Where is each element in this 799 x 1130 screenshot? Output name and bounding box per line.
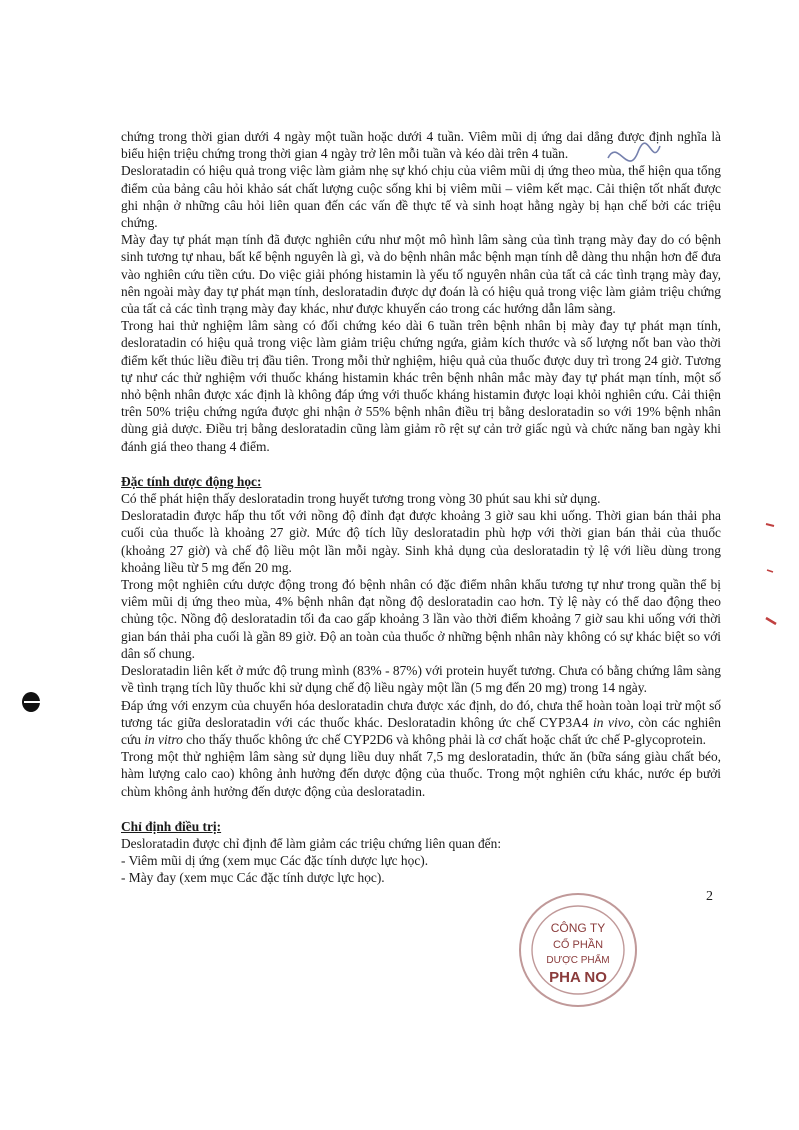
paragraph: Desloratadin liên kết ở mức độ trung mình (83% - 87%) với protein huyết tương. Chưa có bằng chứng lâm sàng về tình trạng tích lũy thuốc khi sử dụng chế độ liều ngày một lần (5 mg đến 20 mg) trong 14 ngày. xyxy=(121,663,721,696)
company-stamp xyxy=(510,888,640,1012)
paragraph: Có thể phát hiện thấy desloratadin trong huyết tương trong vòng 30 phút sau khi sử dụng. xyxy=(121,491,601,507)
document-body xyxy=(121,128,721,887)
italic-term: in vivo xyxy=(593,714,631,730)
paragraph-enzyme xyxy=(121,697,721,749)
scan-edge-marks-icon xyxy=(764,520,778,640)
section-heading-indications: Chỉ định điều trị: xyxy=(121,818,222,834)
paragraph: chứng trong thời gian dưới 4 ngày một tuần hoặc dưới 4 tuần. Viêm mũi dị ứng dai dẳng được định nghĩa là biểu hiện triệu chứng trong thời gian 4 ngày trở lên mỗi tuần và kéo dài trên 4 tuần. xyxy=(121,129,721,162)
text-run: Đáp ứng với enzym của chuyển hóa desloratadin chưa được xác định, do đó, chưa thể hoàn toàn loại trừ một số tương tác giữa desloratadin với các thuốc khác. Desloratadin không ức chế CYP3A4 xyxy=(121,697,721,730)
indication-item: - Viêm mũi dị ứng (xem mục Các đặc tính dược lực học). xyxy=(121,853,429,869)
paragraph: Trong hai thử nghiệm lâm sàng có đối chứng kéo dài 6 tuần trên bệnh nhân bị mày đay tự phát mạn tính, desloratadin có hiệu quả trong việc làm giảm triệu chứng ngứa, giảm kích thước và số lượng nốt ban vào thời điểm kết thúc liều điều trị đầu tiên. Trong mỗi thử nghiệm, hiệu quả của thuốc được duy trì trong 24 giờ. Tương tự như các thử nghiệm với thuốc kháng histamin khác trên bệnh nhân mắc mày đay tự phát mạn tính, một số nhỏ bệnh nhân được xác định là không đáp ứng với thuốc kháng histamin được loại khỏi nghiên cứu. Cải thiện trên 50% triệu chứng ngứa được ghi nhận ở 55% bệnh nhân điều trị bằng desloratadin so với 19% bệnh nhân dùng giả dược. Điều trị bằng desloratadin cũng làm giảm rõ rệt sự cản trở giấc ngủ và chức năng ban ngày khi đánh giá theo thang 4 điểm. xyxy=(121,318,721,454)
text-run: cho thấy thuốc không ức chế CYP2D6 và không phải là cơ chất hoặc chất ức chế P-glycoprotein. xyxy=(182,731,707,747)
section-heading-pharmacokinetics: Đặc tính dược động học: xyxy=(121,473,262,489)
paragraph: Desloratadin được hấp thu tốt với nồng độ đỉnh đạt được khoảng 3 giờ sau khi uống. Thời gian bán thải pha cuối của thuốc là khoảng 27 giờ. Mức độ tích lũy desloratadin phù hợp với thời gian bán thải của thuốc (khoảng 27 giờ) và chế độ liều một lần mỗi ngày. Sinh khả dụng của desloratadin tỷ lệ với liều dùng trong khoảng liều từ 5 mg đến 20 mg. xyxy=(121,508,721,575)
indication-item: - Mày đay (xem mục Các đặc tính dược lực học). xyxy=(121,870,385,886)
paragraph: Trong một thử nghiệm lâm sàng sử dụng liều duy nhất 7,5 mg desloratadin, thức ăn (bữa sáng giàu chất béo, hàm lượng calo cao) không ảnh hưởng đến dược động của thuốc. Trong một nghiên cứu khác, nước ép bưởi chùm không ảnh hưởng đến dược động của desloratadin. xyxy=(121,749,721,799)
handwritten-mark xyxy=(600,128,670,188)
stamp-line: CỔ PHẦN xyxy=(552,939,604,951)
paragraph: Mày đay tự phát mạn tính đã được nghiên cứu như một mô hình lâm sàng của tình trạng mày đay do có bệnh sinh tương tự nhau, bất kể bệnh nguyên là gì, và do bệnh nhân mắc bệnh mạn tính dễ dàng thu nhận hơn để đưa vào nghiên cứu tiền cứu. Do việc giải phóng histamin là yếu tố nguyên nhân của tất cả các tình trạng mày đay, nên ngoài mày đay tự phát mạn tính, desloratadin được dự đoán là có hiệu quả trong việc làm giảm triệu chứng của tất cả các tình trạng mày đay khác, như được khuyến cáo trong các hướng dẫn lâm sàng. xyxy=(121,232,721,317)
binding-hole-icon xyxy=(20,690,42,714)
stamp-line: CÔNG TY xyxy=(550,921,606,935)
paragraph: Trong một nghiên cứu dược động trong đó bệnh nhân có đặc điểm nhân khẩu tương tự như trong quần thể bị viêm mũi dị ứng theo mùa, 4% bệnh nhân đạt nồng độ desloratadin cao hơn. Tỷ lệ này có thể dao động theo chủng tộc. Nồng độ desloratadin tối đa cao gấp khoảng 3 lần vào thời điểm khoảng 7 giờ sau khi uống với thời gian bán thải pha cuối là gần 89 giờ. Độ an toàn của thuốc ở những bệnh nhân này không có sự khác biệt so với dân số chung. xyxy=(121,577,721,661)
page-number: 2 xyxy=(706,889,713,904)
paragraph: Desloratadin có hiệu quả trong việc làm giảm nhẹ sự khó chịu của viêm mũi dị ứng theo mùa, thể hiện qua tổng điểm của bảng câu hỏi khảo sát chất lượng cuộc sống khi bị viêm mũi – viêm kết mạc. Cải thiện tốt nhất được ghi nhận ở những câu hỏi liên quan đến các vấn đề thực tế và sinh hoạt hằng ngày bị hạn chế bởi các triệu chứng. xyxy=(121,163,721,231)
stamp-line: PHA NO xyxy=(549,969,607,986)
stamp-line: DƯỢC PHẨM xyxy=(546,955,610,966)
text-run: , còn các nghiên cứu xyxy=(121,714,721,747)
italic-term: in vitro xyxy=(144,731,183,747)
indication-intro: Desloratadin được chỉ định để làm giảm các triệu chứng liên quan đến: xyxy=(121,835,502,851)
